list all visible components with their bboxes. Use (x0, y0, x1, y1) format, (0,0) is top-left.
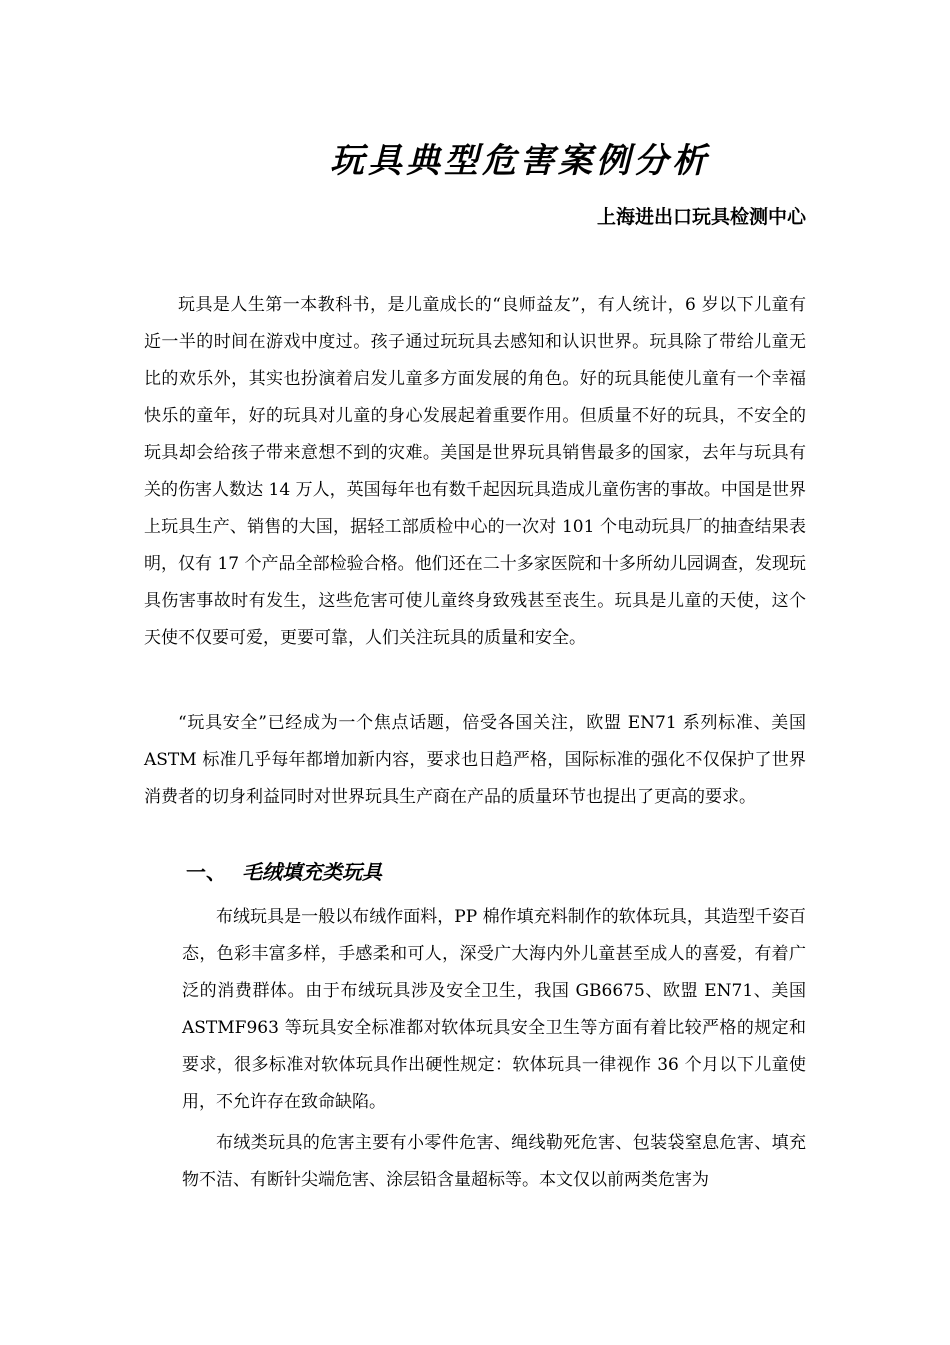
document-title: 玩具典型危害案例分析 (330, 141, 710, 181)
intro-paragraph-2: “玩具安全”已经成为一个焦点话题，倍受各国关注，欧盟 EN71 系列标准、美国 ASTM 标准几乎每年都增加新内容，要求也日趋严格，国际标准的强化不仅保护了世界消费者的切身利益同时对世界玩具生产商在产品的质量环节也提出了更高的要求。 (144, 713, 806, 807)
section-paragraph-1: 布绒玩具是一般以布绒作面料，PP 棉作填充料制作的软体玩具，其造型千姿百态，色彩丰富多样，手感柔和可人，深受广大海内外儿童甚至成人的喜爱，有着广泛的消费群体。由于布绒玩具涉及安全卫生，我国 GB6675、欧盟 EN71、美国 ASTMF963 等玩具安全标准都对软体玩具安全卫生等方面有着比较严格的规定和要求，很多标准对软体玩具作出硬性规定：软体玩具一律视作 36 个月以下儿童使用，不允许存在致命缺陷。 (182, 907, 806, 1112)
section-heading (186, 856, 382, 885)
section-number: 一、 (186, 860, 226, 884)
intro-paragraph-1: 玩具是人生第一本教科书，是儿童成长的“良师益友”，有人统计，6 岁以下儿童有近一半的时间在游戏中度过。孩子通过玩玩具去感知和认识世界。玩具除了带给儿童无比的欢乐外，其实也扮演着启发儿童多方面发展的角色。好的玩具能使儿童有一个幸福快乐的童年，好的玩具对儿童的身心发展起着重要作用。但质量不好的玩具，不安全的玩具却会给孩子带来意想不到的灾难。美国是世界玩具销售最多的国家，去年与玩具有关的伤害人数达 14 万人，英国每年也有数千起因玩具造成儿童伤害的事故。中国是世界上玩具生产、销售的大国，据轻工部质检中心的一次对 101 个电动玩具厂的抽查结果表明，仅有 17 个产品全部检验合格。他们还在二十多家医院和十多所幼儿园调查，发现玩具伤害事故时有发生，这些危害可使儿童终身致残甚至丧生。玩具是儿童的天使，这个天使不仅要可爱，更要可靠，人们关注玩具的质量和安全。 (144, 295, 806, 648)
organization-name: 上海进出口玩具检测中心 (596, 206, 806, 228)
section-title: 毛绒填充类玩具 (242, 860, 382, 884)
section-paragraph-2: 布绒类玩具的危害主要有小零件危害、绳线勒死危害、包装袋窒息危害、填充物不洁、有断针尖端危害、涂层铅含量超标等。本文仅以前两类危害为 (182, 1133, 806, 1190)
